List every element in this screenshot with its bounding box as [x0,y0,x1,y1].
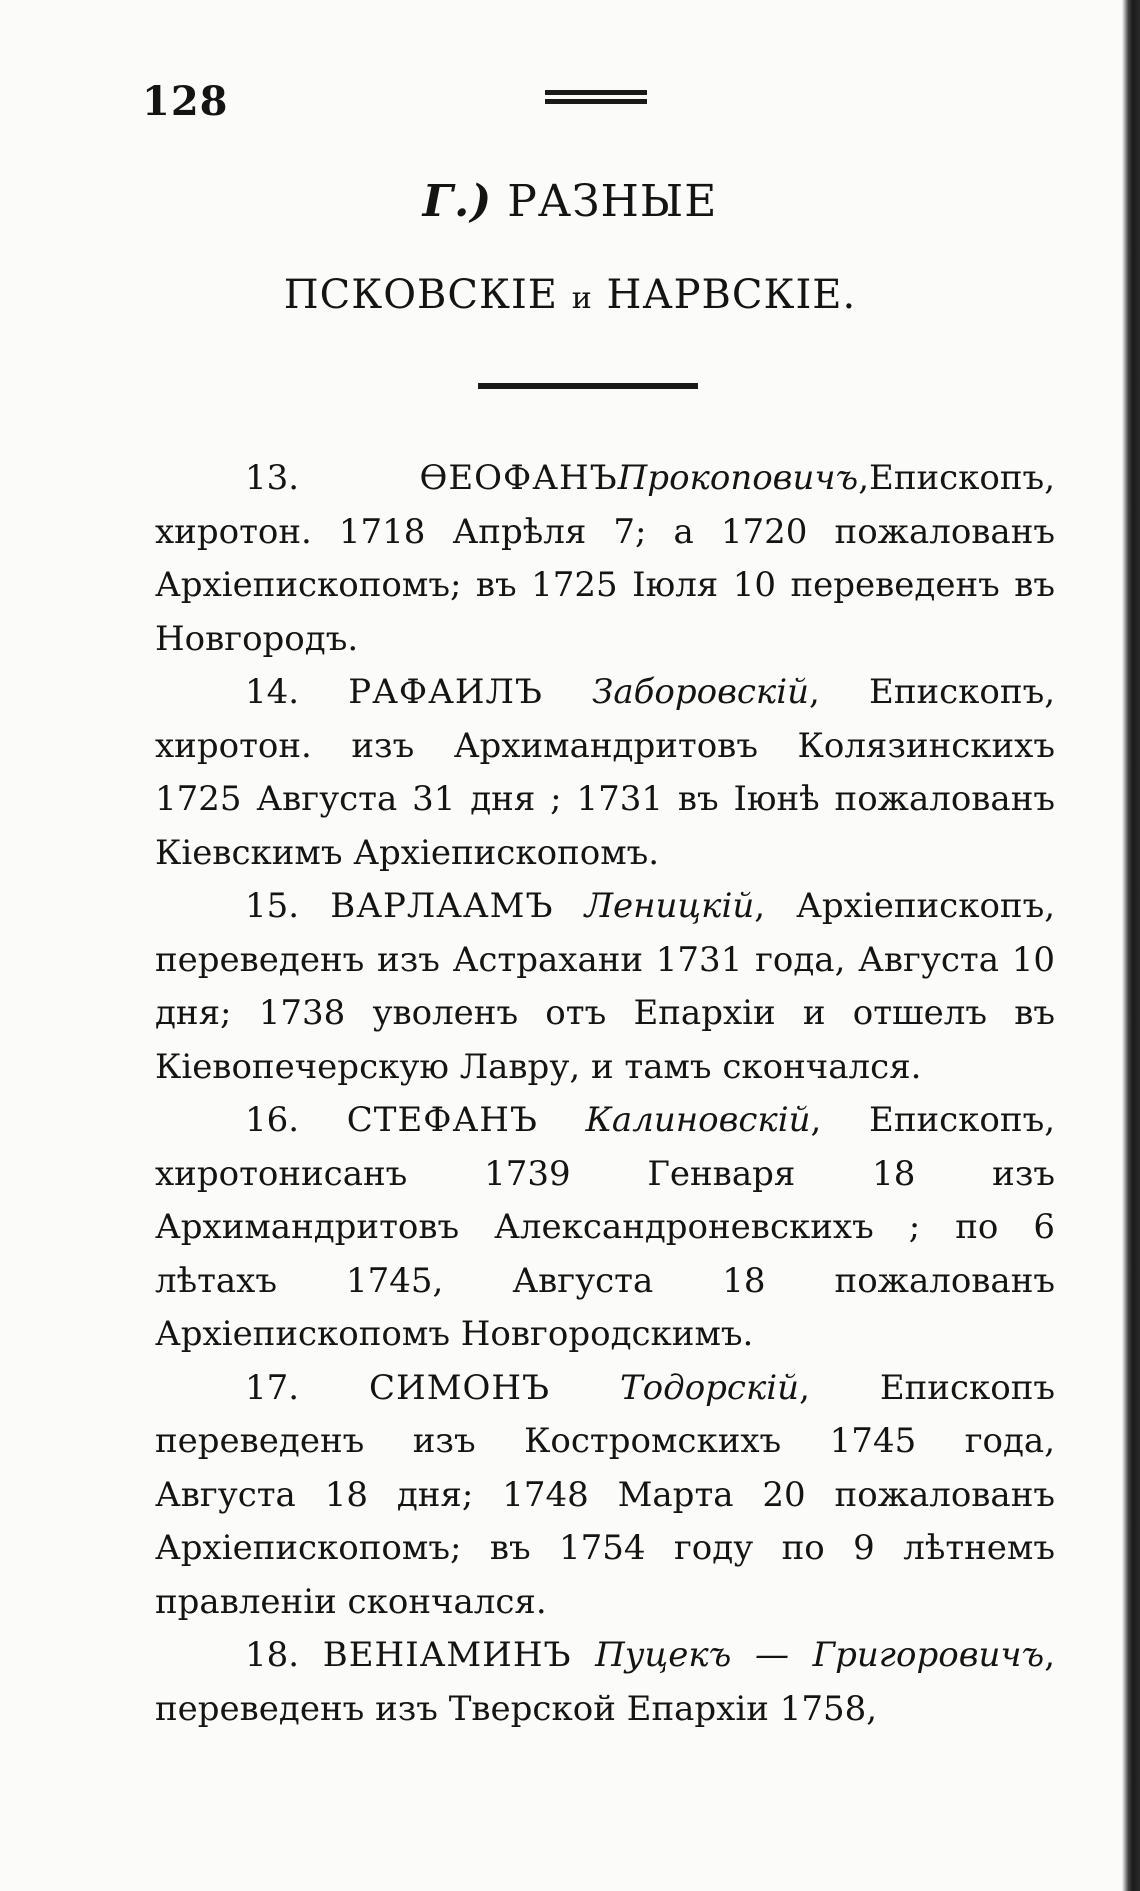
subtitle-part-1: ПСКОВСКІЕ [283,272,558,318]
entry-number: 17. [245,1367,300,1408]
section-title [0,176,1140,227]
entry-18 [155,1629,1055,1736]
entry-surname: Прокоповичъ [617,458,859,498]
entry-15 [155,880,1055,1094]
entry-text: , Епископъ, хиротонисанъ 1739 Генваря 18 изъ Архимандритовъ Александроневскихъ ; по 6 лѣтахъ 1745, Августа 18 пожалованъ Архіепископомъ Новгородскимъ. [155,1100,1056,1354]
header-rule-line [545,99,647,104]
entries-list [155,452,1055,1736]
entry-text: , переведенъ изъ Тверской Епархіи 1758, [155,1635,1056,1729]
entry-text: ,Епископъ, хиротон. 1718 Апрѣля 7; а 1720 пожалованъ Архіепископомъ; въ 1725 Іюля 10 переведенъ въ Новгородъ. [155,458,1055,659]
entry-name: СТЕФАНЪ [346,1100,538,1140]
page-number: 128 [142,78,229,125]
entry-number: 15. [245,886,300,926]
entry-13 [155,452,1055,666]
entry-text: , Епископъ, хиротон. изъ Архимандритовъ Колязинскихъ 1725 Августа 31 дня ; 1731 въ Іюнѣ пожалованъ Кіевскимъ Архіепископомъ. [155,672,1056,873]
entry-name: ВАРЛААМЪ [330,886,554,926]
entry-surname: Пуцекъ — Григоровичъ [595,1635,1045,1675]
entry-number: 16. [245,1100,300,1140]
entry-name: СИМОНЪ [369,1367,551,1408]
subtitle-part-2: НАРВСКІЕ. [606,272,857,318]
header-ornament-rule [545,90,647,112]
entry-14 [155,666,1055,880]
section-title-text: РАЗНЫЕ [507,176,718,227]
section-divider [478,383,698,389]
entry-number: 18. [245,1635,300,1675]
section-subtitle [0,272,1140,318]
header-rule-line [545,90,647,95]
entry-number: 13. [245,458,300,498]
entry-name: ѲЕОФАНЪ [419,458,618,498]
entry-text: , Архіепископъ, переведенъ изъ Астрахани 1731 года, Августа 10 дня; 1738 уволенъ отъ Епархіи и отшелъ въ Кіевопечерскую Лавру, и тамъ скончался. [155,886,1056,1087]
entry-16 [155,1094,1055,1362]
entry-name: РАФАИЛЪ [348,672,543,712]
entry-number: 14. [245,672,300,712]
entry-surname: Калиновскій [585,1100,811,1140]
entry-name: ВЕНІАМИНЪ [322,1635,572,1675]
section-letter: Г.) [422,176,493,227]
entry-surname: Тодорскій [620,1367,800,1408]
entry-text: , Епископъ переведенъ изъ Костромскихъ 1745 года, Августа 18 дня; 1748 Марта 20 пожалованъ Архіепископомъ; въ 1754 году по 9 лѣтнемъ правленіи скончался. [155,1367,1056,1622]
entry-surname: Заборовскій [592,672,809,712]
entry-17 [155,1362,1055,1630]
subtitle-conjunction: и [571,281,593,316]
entry-surname: Леницкій [584,886,755,926]
